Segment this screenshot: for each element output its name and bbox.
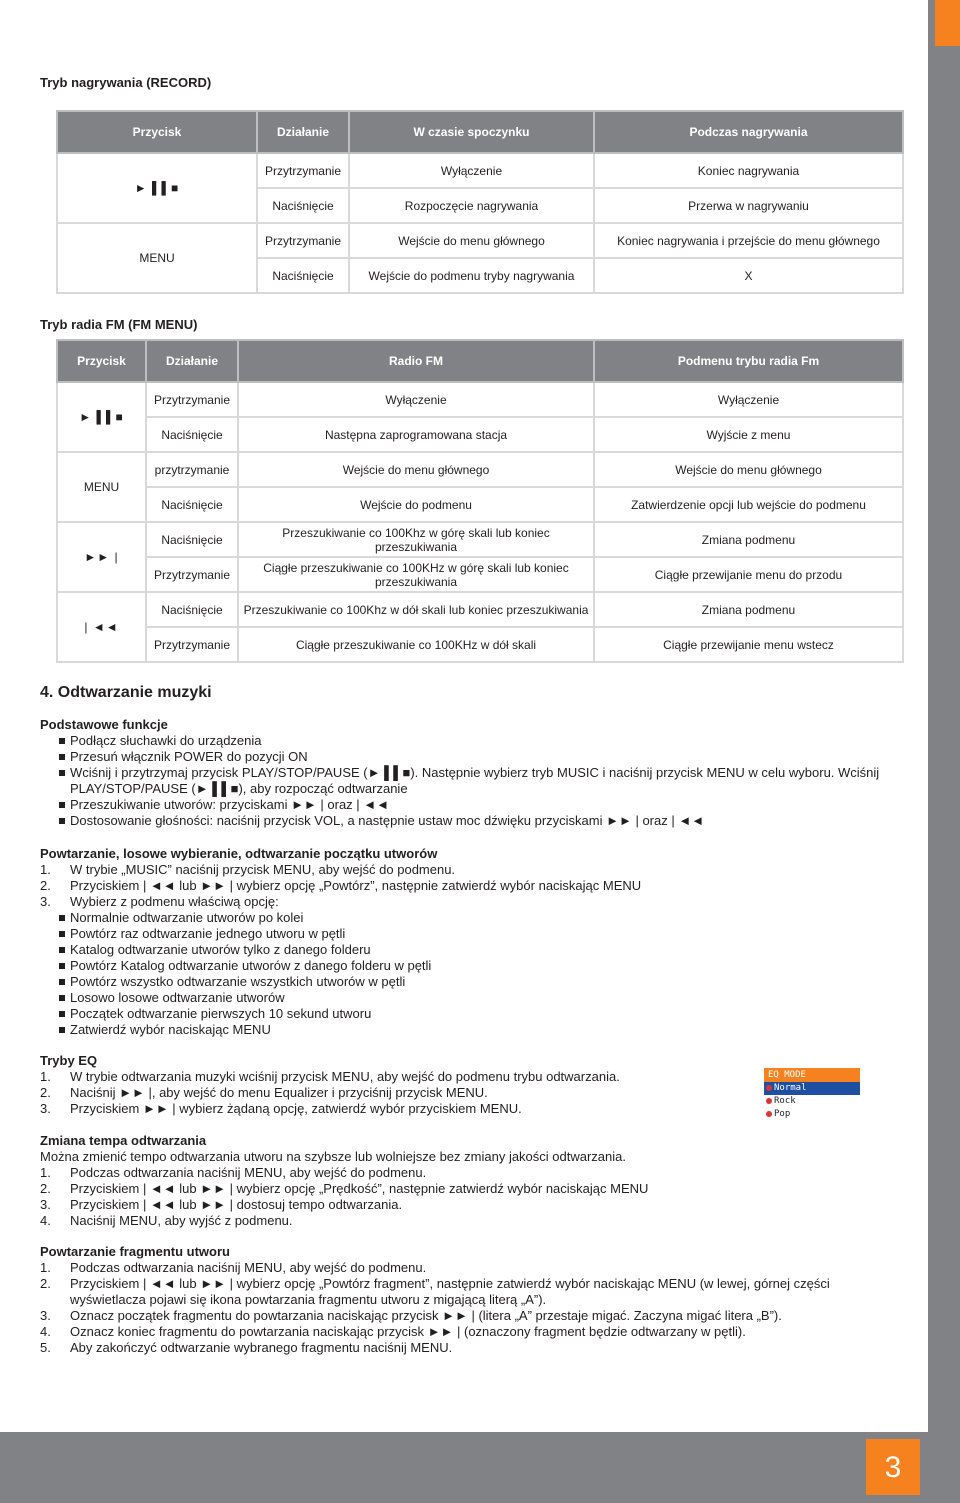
table-cell: Wejście do menu głównego	[349, 223, 594, 258]
table-cell: Przytrzymanie	[257, 223, 349, 258]
ab-repeat-section	[40, 1244, 900, 1356]
table-cell: Rozpoczęcie nagrywania	[349, 188, 594, 223]
list-item: Przeszukiwanie utworów: przyciskami ►► | oraz | ◄◄	[40, 797, 900, 813]
record-title: Tryb nagrywania (RECORD)	[40, 75, 212, 90]
speed-title: Zmiana tempa odtwarzania	[40, 1133, 207, 1148]
table-cell: Przytrzymanie	[146, 382, 238, 417]
record-table	[56, 110, 904, 294]
page-number: 3	[866, 1439, 920, 1495]
basic-functions	[40, 717, 900, 829]
table-cell: Następna zaprogramowana stacja	[238, 417, 594, 452]
table-cell: Ciągłe przeszukiwanie co 100KHz w górę skali lub koniec przeszukiwania	[238, 557, 594, 592]
eq-mode-header: EQ MODE	[764, 1068, 860, 1082]
list-item: 1. Podczas odtwarzania naciśnij MENU, aby wejść do podmenu.	[40, 1165, 427, 1180]
list-item: Losowo losowe odtwarzanie utworów	[40, 990, 900, 1006]
list-item: Dostosowanie głośności: naciśnij przycisk VOL, a następnie ustaw moc dźwięku przyciskami ►► | oraz | ◄◄	[40, 813, 900, 829]
repeat-section	[40, 846, 900, 1038]
list-item: Powtórz wszystko odtwarzanie wszystkich utworów w pętli	[40, 974, 900, 990]
section-heading	[40, 684, 212, 702]
list-item: Początek odtwarzanie pierwszych 10 sekund utworu	[40, 1006, 900, 1022]
table-cell: Przeszukiwanie co 100Khz w dół skali lub koniec przeszukiwania	[238, 592, 594, 627]
list-item: 5. Aby zakończyć odtwarzanie wybranego fragmentu naciśnij MENU.	[40, 1340, 453, 1355]
list-item: 3. Przyciskiem | ◄◄ lub ►► | dostosuj tempo odtwarzania.	[40, 1197, 403, 1212]
list-item: 1. W trybie odtwarzania muzyki wciśnij przycisk MENU, aby wejść do podmenu trybu odtwarzania.	[40, 1069, 620, 1084]
eq-section	[40, 1053, 740, 1117]
orange-tab-strip	[935, 0, 960, 46]
fm-header-button: Przycisk	[57, 340, 146, 382]
fm-header-radio: Radio FM	[238, 340, 594, 382]
previous-track-icon: | ◄◄	[57, 592, 146, 662]
eq-option-pop: Pop	[764, 1108, 860, 1121]
list-item: Powtórz Katalog odtwarzanie utworów z danego folderu w pętli	[40, 958, 900, 974]
record-header-idle: W czasie spoczynku	[349, 111, 594, 153]
eq-mode-screen	[764, 1068, 860, 1121]
table-cell: Naciśnięcie	[257, 258, 349, 293]
table-cell: Przytrzymanie	[146, 557, 238, 592]
menu-button-label: MENU	[57, 223, 257, 293]
list-item: 4. Oznacz koniec fragmentu do powtarzania naciskając przycisk ►► | (oznaczony fragment będzie odtwarzany w pętli).	[40, 1324, 746, 1339]
table-cell: Ciągłe przewijanie menu wstecz	[594, 627, 903, 662]
table-cell: Przytrzymanie	[257, 153, 349, 188]
table-cell: Naciśnięcie	[146, 417, 238, 452]
bullet-icon	[766, 1085, 772, 1091]
eq-title: Tryby EQ	[40, 1053, 98, 1068]
bullet-icon	[766, 1098, 772, 1104]
list-item: 3. Wybierz z podmenu właściwą opcję:	[40, 894, 279, 909]
table-cell: Przytrzymanie	[146, 627, 238, 662]
fm-title: Tryb radia FM (FM MENU)	[40, 317, 198, 332]
list-item: Przesuń włącznik POWER do pozycji ON	[40, 749, 900, 765]
table-cell: Zatwierdzenie opcji lub wejście do podmenu	[594, 487, 903, 522]
list-item: 1. W trybie „MUSIC” naciśnij przycisk MENU, aby wejść do podmenu.	[40, 862, 456, 877]
basic-title: Podstawowe funkcje	[40, 717, 168, 732]
table-cell: Ciągłe przewijanie menu do przodu	[594, 557, 903, 592]
table-cell: Koniec nagrywania i przejście do menu głównego	[594, 223, 903, 258]
bullet-icon	[766, 1111, 772, 1117]
table-cell: przytrzymanie	[146, 452, 238, 487]
table-cell: Wyłączenie	[238, 382, 594, 417]
play-pause-stop-icon: ► ▌▌■	[57, 382, 146, 452]
table-cell: Zmiana podmenu	[594, 592, 903, 627]
ab-title: Powtarzanie fragmentu utworu	[40, 1244, 230, 1259]
list-item: 2. Przyciskiem | ◄◄ lub ►► | wybierz opcję „Prędkość”, następnie zatwierdź wybór naciskając MENU	[40, 1181, 649, 1196]
list-item: Wciśnij i przytrzymaj przycisk PLAY/STOP/PAUSE (► ▌▌■). Następnie wybierz tryb MUSIC i naciśnij przycisk MENU w celu wyboru. Wciśnij PLAY/STOP/PAUSE (► ▌▌■), aby rozpocząć odtwarzanie	[40, 765, 900, 797]
list-item: 2. Naciśnij ►► |, aby wejść do menu Equalizer i przyciśnij przycisk MENU.	[40, 1085, 488, 1100]
table-cell: Wyjście z menu	[594, 417, 903, 452]
list-item: 1. Podczas odtwarzania naciśnij MENU, aby wejść do podmenu.	[40, 1260, 427, 1275]
section-title: Odtwarzanie muzyki	[57, 684, 212, 701]
list-item: 3. Oznacz początek fragmentu do powtarzania naciskając przycisk ►► | (litera „A” przestaje migać. Zaczyna migać litera „B”).	[40, 1308, 782, 1323]
list-item: Powtórz raz odtwarzanie jednego utworu w pętli	[40, 926, 900, 942]
record-header-button: Przycisk	[57, 111, 257, 153]
list-item: 3. Przyciskiem ►► | wybierz żądaną opcję, zatwierdź wybór przyciskiem MENU.	[40, 1101, 522, 1116]
list-item: Zatwierdź wybór naciskając MENU	[40, 1022, 900, 1038]
table-cell: Ciągłe przeszukiwanie co 100KHz w dół skali	[238, 627, 594, 662]
table-cell: Przeszukiwanie co 100Khz w górę skali lub koniec przeszukiwania	[238, 522, 594, 557]
fm-header-action: Działanie	[146, 340, 238, 382]
list-item: 4. Naciśnij MENU, aby wyjść z podmenu.	[40, 1213, 293, 1228]
list-item: Podłącz słuchawki do urządzenia	[40, 733, 900, 749]
table-cell: Wyłączenie	[349, 153, 594, 188]
table-cell: Naciśnięcie	[146, 592, 238, 627]
table-cell: X	[594, 258, 903, 293]
speed-intro: Można zmienić tempo odtwarzania utworu na szybsze lub wolniejsze bez zmiany jakości odtwarzania.	[40, 1149, 626, 1164]
table-cell: Wyłączenie	[594, 382, 903, 417]
table-cell: Naciśnięcie	[146, 522, 238, 557]
eq-option-rock: Rock	[764, 1095, 860, 1108]
eq-option-normal: Normal	[764, 1082, 860, 1095]
table-cell: Przerwa w nagrywaniu	[594, 188, 903, 223]
table-cell: Koniec nagrywania	[594, 153, 903, 188]
table-cell: Naciśnięcie	[146, 487, 238, 522]
speed-section	[40, 1133, 900, 1229]
table-cell: Wejście do podmenu tryby nagrywania	[349, 258, 594, 293]
next-track-icon: ►► |	[57, 522, 146, 592]
table-cell: Wejście do podmenu	[238, 487, 594, 522]
repeat-title: Powtarzanie, losowe wybieranie, odtwarzanie początku utworów	[40, 846, 438, 861]
list-item: Katalog odtwarzanie utworów tylko z danego folderu	[40, 942, 900, 958]
list-item: 2. Przyciskiem | ◄◄ lub ►► | wybierz opcję „Powtórz”, następnie zatwierdź wybór naciskając MENU	[40, 878, 642, 893]
table-cell: Naciśnięcie	[257, 188, 349, 223]
table-cell: Wejście do menu głównego	[238, 452, 594, 487]
play-pause-stop-icon: ► ▌▌■	[57, 153, 257, 223]
list-item: Normalnie odtwarzanie utworów po kolei	[40, 910, 900, 926]
fm-header-submenu: Podmenu trybu radia Fm	[594, 340, 903, 382]
record-header-action: Działanie	[257, 111, 349, 153]
list-item: 2. Przyciskiem | ◄◄ lub ►► | wybierz opcję „Powtórz fragment”, następnie zatwierdź wybór naciskając MENU (w lewej, górnej części wyświetlacza pojawi się ikona powtarzania fragmentu utworu z migającą literą „A”).	[40, 1276, 830, 1307]
record-header-recording: Podczas nagrywania	[594, 111, 903, 153]
table-cell: Zmiana podmenu	[594, 522, 903, 557]
section-number: 4.	[40, 684, 54, 701]
menu-button-label: MENU	[57, 452, 146, 522]
fm-table	[56, 339, 904, 663]
table-cell: Wejście do menu głównego	[594, 452, 903, 487]
